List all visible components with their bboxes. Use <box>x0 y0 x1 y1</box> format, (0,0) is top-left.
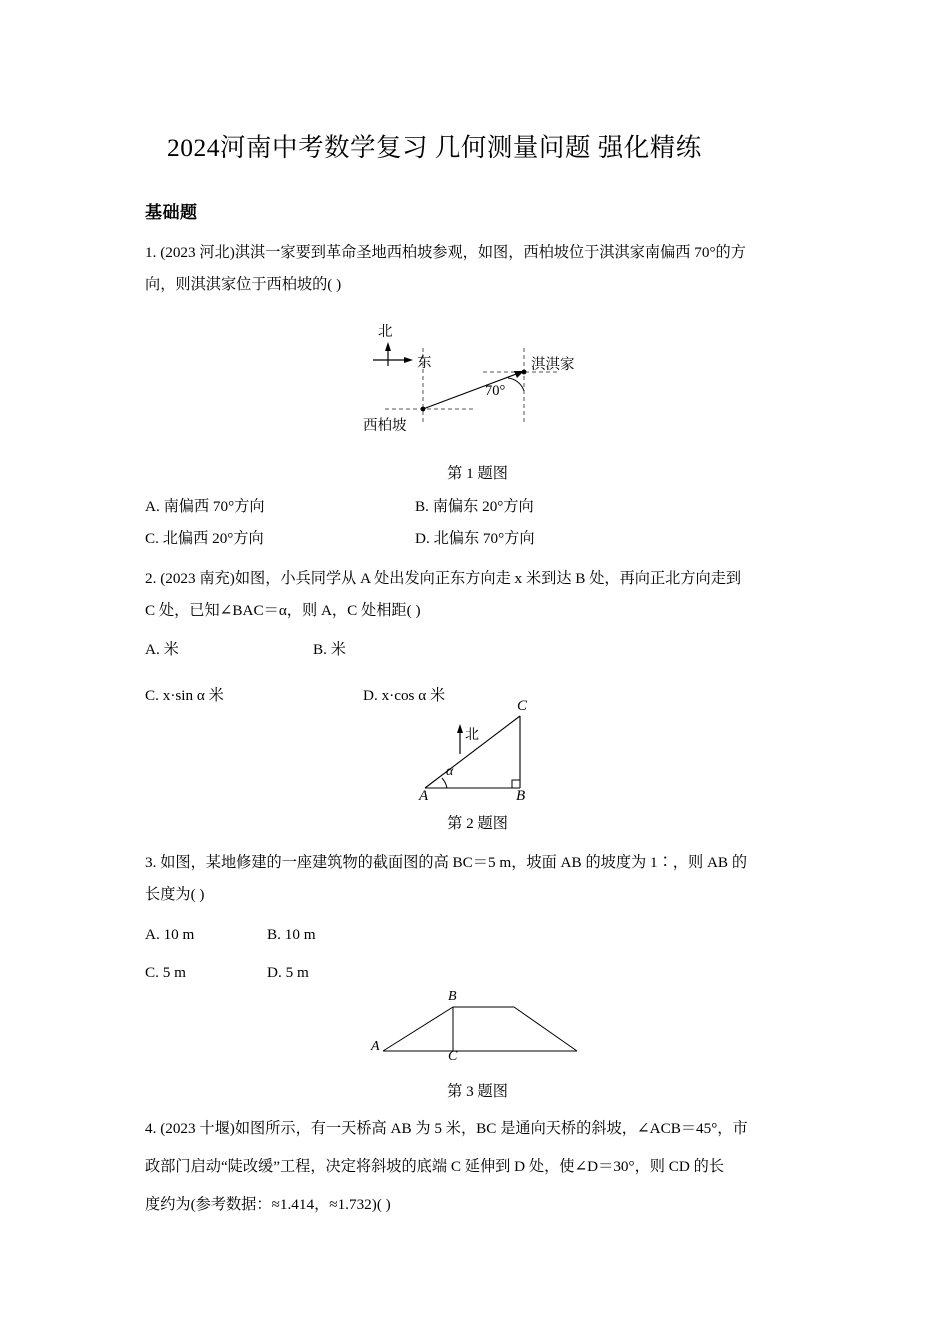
question-1-option-a-key: A. <box>145 498 160 515</box>
question-1-line-1: 1. (2023 河北)淇淇一家要到革命圣地西柏坡参观，如图，西柏坡位于淇淇家南偏西 70°的方 <box>145 244 746 261</box>
question-1-option-c-key: C. <box>145 530 159 547</box>
question-3-line-2: 长度为( ) <box>145 886 205 903</box>
figure-2-label-angle-text: α <box>446 764 454 779</box>
question-3-option-d-key: D. <box>267 964 282 981</box>
figure-2-label-b-text: B <box>516 788 526 804</box>
figure-3-label-a <box>371 1039 380 1055</box>
question-4-line-2: 政部门启动“陡改缓”工程，决定将斜坡的底端 C 延伸到 D 处，使∠D＝30°，则 CD 的长 <box>145 1158 725 1175</box>
question-2-option-c-text: x·sin α 米 <box>162 687 224 704</box>
question-2-option-b-key: B. <box>313 641 327 658</box>
figure-1-label-origin-place: 西柏坡 <box>363 418 407 434</box>
question-1-option-d[interactable] <box>415 529 535 549</box>
question-3-line-1: 3. 如图，某地修建的一座建筑物的截面图的高 BC＝5 m，坡面 AB 的坡度为 1∶，则 AB 的 <box>145 854 748 871</box>
question-4-line-1: 4. (2023 十堰)如图所示，有一天桥高 AB 为 5 米，BC 是通向天桥的斜坡，∠ACB＝45°，市 <box>145 1120 748 1137</box>
question-3-figure <box>145 989 810 1065</box>
question-1-option-a-text: 南偏西 70°方向 <box>163 498 265 515</box>
figure-2-label-a-text: A <box>419 788 429 804</box>
figure-3-label-b <box>448 989 457 1005</box>
question-1-option-c[interactable] <box>145 529 264 549</box>
question-2-figure-caption: 第 2 题图 <box>447 815 508 832</box>
question-3-option-a-key: A. <box>145 926 160 943</box>
question-2-option-d-key: D. <box>363 687 378 704</box>
question-4-line-3: 度约为(参考数据：≈1.414，≈1.732)( ) <box>145 1196 391 1213</box>
question-1-figure-caption: 第 1 题图 <box>447 465 508 482</box>
figure-2-label-c-text: C <box>517 698 528 714</box>
question-3-option-b[interactable] <box>267 925 316 945</box>
question-2-option-a[interactable] <box>145 640 179 660</box>
question-3-option-a[interactable] <box>145 925 194 945</box>
question-2-option-b-text: 米 <box>330 641 346 658</box>
question-3-option-b-text: 10 m <box>284 926 316 943</box>
figure-1-label-target-place: 淇淇家 <box>531 357 575 373</box>
question-1-option-b[interactable] <box>415 497 534 517</box>
question-2-option-c-key: C. <box>145 687 159 704</box>
figure-2-label-a <box>419 788 428 805</box>
question-1-option-b-key: B. <box>415 498 429 515</box>
question-3-option-a-text: 10 m <box>163 926 195 943</box>
question-1-figure <box>145 320 810 460</box>
figure-3-label-c <box>448 1049 457 1065</box>
figure-2-label-north: 北 <box>465 728 479 743</box>
section-heading-basic: 基础题 <box>145 203 198 222</box>
question-1-option-a[interactable] <box>145 497 265 517</box>
figure-1-label-angle: 70° <box>485 383 506 399</box>
question-1-option-d-key: D. <box>415 530 430 547</box>
question-2-option-d-text: x·cos α 米 <box>381 687 446 704</box>
figure-2-label-b <box>516 788 525 805</box>
question-2-line-2: C 处，已知∠BAC＝α，则 A，C 处相距( ) <box>145 602 421 619</box>
question-3-figure-caption: 第 3 题图 <box>447 1083 508 1100</box>
question-3-option-c[interactable] <box>145 963 186 983</box>
question-1-option-b-text: 南偏东 20°方向 <box>432 498 534 515</box>
question-3-option-c-key: C. <box>145 964 159 981</box>
question-1-option-c-text: 北偏西 20°方向 <box>162 530 264 547</box>
figure-1-label-north: 北 <box>378 324 393 340</box>
question-2-option-a-key: A. <box>145 641 160 658</box>
figure-2-label-angle <box>446 764 453 780</box>
page-title: 2024河南中考数学复习 几何测量问题 强化精练 <box>167 133 702 162</box>
figure-3-label-a-text: A <box>371 1039 380 1054</box>
question-3-option-b-key: B. <box>267 926 281 943</box>
question-3-option-d[interactable] <box>267 963 309 983</box>
question-3-option-d-text: 5 m <box>285 964 309 981</box>
question-2-option-b[interactable] <box>313 640 346 660</box>
figure-2-label-c <box>517 698 527 715</box>
question-2-option-a-text: 米 <box>163 641 179 658</box>
question-3-option-c-text: 5 m <box>162 964 186 981</box>
question-2-line-1: 2. (2023 南充)如图，小兵同学从 A 处出发向正东方向走 x 米到达 B 处，再向正北方向走到 <box>145 570 742 587</box>
figure-3-label-b-text: B <box>448 989 457 1004</box>
figure-1-label-east: 东 <box>417 355 432 371</box>
figure-3-label-c-text: C <box>448 1049 458 1064</box>
question-1-line-2: 向，则淇淇家位于西柏坡的( ) <box>145 276 342 293</box>
question-1-option-d-text: 北偏东 70°方向 <box>433 530 535 547</box>
question-2-figure <box>145 698 810 807</box>
